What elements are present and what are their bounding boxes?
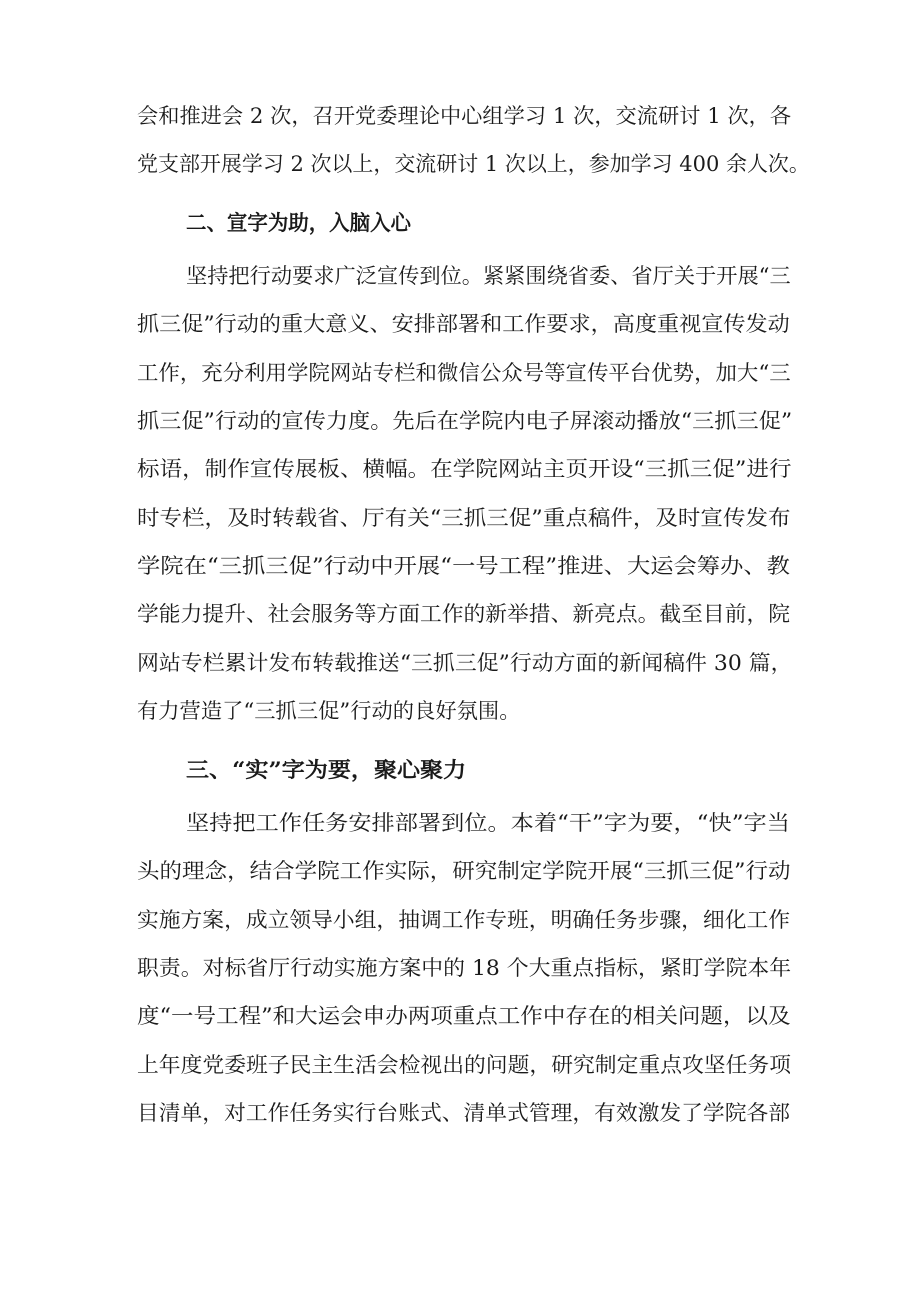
text-line: 会和推进会 2 次，召开党委理论中心组学习 1 次，交流研讨 1 次，各 — [137, 104, 792, 128]
text-line: 抓三促”行动的重大意义、安排部署和工作要求，高度重视宣传发动 — [137, 312, 790, 336]
text-line: 网站专栏累计发布转载推送“三抓三促”行动方面的新闻稿件 30 篇， — [137, 651, 793, 675]
text-line: 坚持把工作任务安排部署到位。本着“干”字为要，“快”字当 — [186, 811, 790, 835]
text-line: 度“一号工程”和大运会申办两项重点工作中存在的相关问题，以及 — [137, 1004, 791, 1028]
text-line: 头的理念，结合学院工作实际，研究制定学院开展“三抓三促”行动 — [137, 859, 791, 883]
text-line: 学能力提升、社会服务等方面工作的新举措、新亮点。截至目前，院 — [137, 602, 790, 626]
text-line: 党支部开展学习 2 次以上，交流研讨 1 次以上，参加学习 400 余人次。 — [137, 152, 810, 176]
text-line: 时专栏，及时转载省、厅有关“三抓三促”重点稿件，及时宣传发布 — [137, 506, 791, 530]
text-line: 上年度党委班子民主生活会检视出的问题，研究制定重点攻坚任务项 — [137, 1053, 791, 1077]
text-line: 有力营造了“三抓三促”行动的良好氛围。 — [137, 699, 521, 723]
section-heading-3: 三、“实”字为要，聚心聚力 — [186, 757, 467, 782]
section-heading-2: 二、宣字为助，入脑入心 — [186, 210, 411, 235]
text-line: 目清单，对工作任务实行台账式、清单式管理，有效激发了学院各部 — [137, 1101, 790, 1125]
text-line: 工作，充分利用学院网站专栏和微信公众号等宣传平台优势，加大“三 — [137, 361, 791, 385]
text-line: 实施方案，成立领导小组，抽调工作专班，明确任务步骤，细化工作 — [137, 908, 790, 932]
text-line: 抓三促”行动的宣传力度。先后在学院内电子屏滚动播放“三抓三促” — [137, 409, 793, 433]
text-line: 职责。对标省厅行动实施方案中的 18 个大重点指标，紧盯学院本年 — [137, 956, 792, 980]
text-line: 坚持把行动要求广泛宣传到位。紧紧围绕省委、省厅关于开展“三 — [186, 264, 791, 288]
text-line: 学院在“三抓三促”行动中开展“一号工程”推进、大运会筹办、教 — [137, 554, 790, 578]
text-line: 标语，制作宣传展板、横幅。在学院网站主页开设“三抓三促”进行 — [137, 457, 792, 481]
